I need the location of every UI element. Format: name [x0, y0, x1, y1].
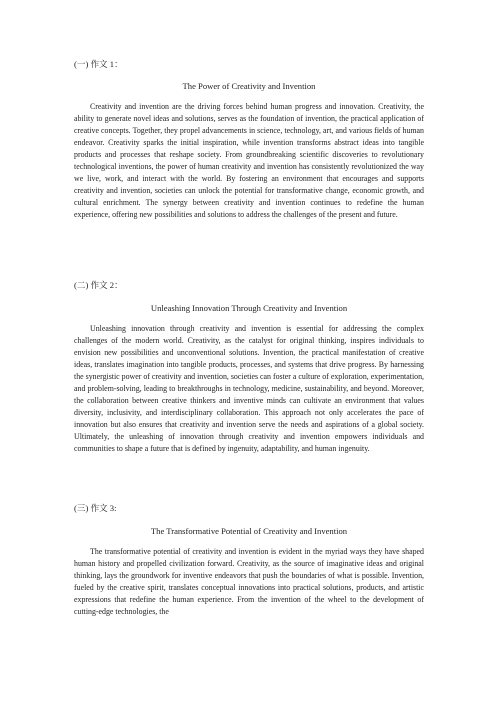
essay-1-title-wrap — [74, 81, 424, 92]
essay-3-title-wrap — [74, 526, 424, 537]
essay-3-body-wrap — [74, 546, 424, 618]
essay-heading: (二) 作文 2： — [74, 280, 123, 290]
essay-3 — [74, 503, 424, 514]
essay-1 — [74, 59, 424, 70]
essay-2-body-wrap — [74, 323, 424, 454]
essay-title: The Transformative Potential of Creativity and Invention — [150, 526, 348, 536]
essay-body: Creativity and invention are the driving forces behind human progress and innovation. Creativity, the ability to generate novel ideas and solutions, serves as the foundation of invention, the practical application of creative concepts. Together, they propel advancements in science, technology, art, and various fields of human endeavor. Creativity sparks the initial inspiration, while invention transforms abstract ideas into tangible products and processes that reshape society. From groundbreaking scientific discoveries to revolutionary technological inventions, the power of human creativity and invention has consistently revolutionized the way we live, work, and interact with the world. By fostering an environment that encourages and supports creativity and invention, societies can unlock the potential for transformative change, economic growth, and cultural enrichment. The synergy between creativity and invention continues to redefine the human experience, offering new possibilities and solutions to address the challenges of the present and future. — [74, 102, 424, 219]
essay-heading: (一) 作文 1： — [74, 59, 123, 69]
essay-body: Unleashing innovation through creativity and invention is essential for addressing the complex challenges of the modern world. Creativity, as the catalyst for original thinking, inspires individuals to envision new possibilities and unconventional solutions. Invention, the practical manifestation of creative ideas, translates imagination into tangible products, processes, and systems that drive progress. By harnessing the synergistic power of creativity and invention, societies can foster a culture of exploration, experimentation, and problem-solving, leading to breakthroughs in technology, medicine, sustainability, and beyond. Moreover, the collaboration between creative thinkers and inventive minds can cultivate an environment that values diversity, inclusivity, and interdisciplinary collaboration. This approach not only accelerates the pace of innovation but also ensures that creativity and invention serve the needs and aspirations of a global society. Ultimately, the unleashing of innovation through creativity and invention empowers individuals and communities to shape a future that is defined by ingenuity, adaptability, and human ingenuity. — [74, 324, 424, 453]
essay-2-title-wrap — [74, 303, 424, 314]
essay-title: The Power of Creativity and Invention — [182, 81, 316, 91]
essay-title: Unleashing Innovation Through Creativity and Invention — [150, 303, 348, 313]
essay-2 — [74, 280, 424, 291]
essay-heading: (三) 作文 3: — [74, 503, 117, 513]
essay-1-body-wrap — [74, 101, 424, 221]
essay-body: The transformative potential of creativity and invention is evident in the myriad ways they have shaped human history and propelled civilization forward. Creativity, as the source of imaginative ideas and original thinking, lays the groundwork for inventive endeavors that push the boundaries of what is possible. Invention, fueled by the creative spirit, translates conceptual innovations into practical solutions, products, and artistic expressions that redefine the human experience. From the invention of the wheel to the development of cutting-edge technologies, the — [74, 547, 424, 616]
